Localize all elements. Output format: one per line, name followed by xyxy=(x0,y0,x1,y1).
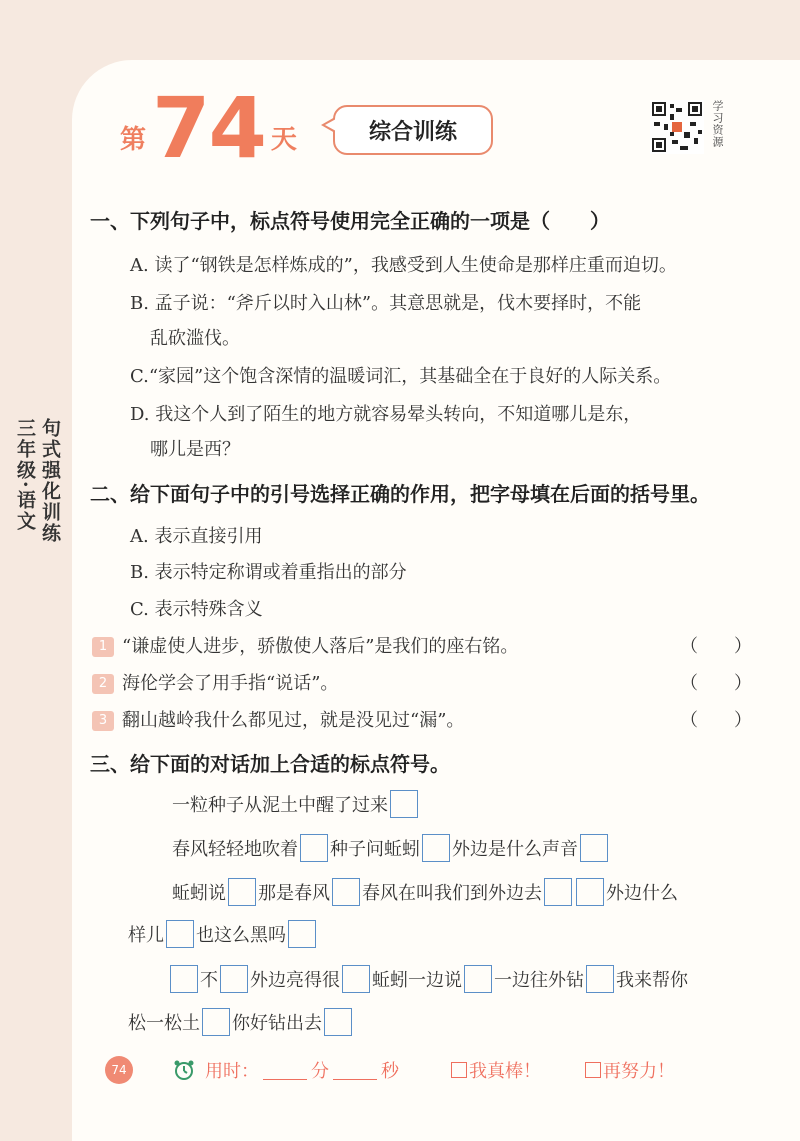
q1-option-b-line2: 乱砍滥伐。 xyxy=(150,328,240,349)
question-2-heading: 二、给下面句子中的引号选择正确的作用，把字母填在后面的括号里。 xyxy=(90,482,710,506)
punctuation-box[interactable] xyxy=(202,1008,230,1036)
day-number: 74 xyxy=(152,79,265,177)
answer-paren[interactable]: （ ） xyxy=(680,636,752,657)
seconds-unit: 秒 xyxy=(381,1061,399,1082)
item-number-badge: 1 xyxy=(92,637,114,657)
punctuation-box[interactable] xyxy=(342,965,370,993)
item-number-badge: 3 xyxy=(92,711,114,731)
dialogue-text: 外边是什么声音 xyxy=(452,839,578,860)
dialogue-line-3 xyxy=(172,878,678,906)
side-label-grade: 三年级·语文 xyxy=(14,418,36,532)
punctuation-box[interactable] xyxy=(580,834,608,862)
lesson-title: 综合训练 xyxy=(333,105,493,155)
punctuation-box[interactable] xyxy=(576,878,604,906)
dialogue-text: 春风在叫我们到外边去 xyxy=(362,883,542,904)
dialogue-line-2 xyxy=(172,834,610,862)
side-label-subject: 句式强化训练 xyxy=(39,418,61,544)
q2-item-2 xyxy=(92,669,338,695)
dialogue-line-6 xyxy=(128,1008,354,1036)
minutes-blank[interactable] xyxy=(263,1061,307,1080)
dialogue-text: 那是春风 xyxy=(258,883,330,904)
dialogue-line-4 xyxy=(128,920,318,948)
punctuation-box[interactable] xyxy=(288,920,316,948)
qr-label: 学习资源 xyxy=(711,100,724,148)
punctuation-box[interactable] xyxy=(300,834,328,862)
punctuation-box[interactable] xyxy=(166,920,194,948)
seconds-blank[interactable] xyxy=(333,1061,377,1080)
q1-option-a: A. 读了“钢铁是怎样炼成的”，我感受到人生使命是那样庄重而迫切。 xyxy=(130,255,677,276)
dialogue-text: 一边往外钻 xyxy=(494,970,584,991)
q2-item-text: 翻山越岭我什么都见过，就是没见过“漏”。 xyxy=(122,710,465,731)
punctuation-box[interactable] xyxy=(324,1008,352,1036)
dialogue-text: 样儿 xyxy=(128,925,164,946)
q2-item-text: “谦虚使人进步，骄傲使人落后”是我们的座右铭。 xyxy=(122,636,519,657)
punctuation-box[interactable] xyxy=(220,965,248,993)
alarm-clock-icon xyxy=(173,1059,195,1081)
dialogue-text: 也这么黑吗 xyxy=(196,925,286,946)
try-checkbox[interactable] xyxy=(585,1062,601,1078)
qr-code-icon[interactable] xyxy=(650,100,704,154)
q1-option-c: C.“家园”这个饱含深情的温暖词汇，其基础全在于良好的人际关系。 xyxy=(130,366,672,387)
good-label: 我真棒！ xyxy=(469,1061,541,1082)
good-checkbox[interactable] xyxy=(451,1062,467,1078)
dialogue-text: 种子问蚯蚓 xyxy=(330,839,420,860)
q2-option-b: B. 表示特定称谓或着重指出的部分 xyxy=(130,562,407,583)
punctuation-box[interactable] xyxy=(464,965,492,993)
dialogue-text: 我来帮你 xyxy=(616,970,688,991)
q2-item-1 xyxy=(92,632,518,658)
day-suffix: 天 xyxy=(270,125,297,155)
dialogue-text: 外边亮得很 xyxy=(250,970,340,991)
dialogue-text: 一粒种子从泥土中醒了过来 xyxy=(172,795,388,816)
punctuation-box[interactable] xyxy=(332,878,360,906)
try-label: 再努力！ xyxy=(603,1061,675,1082)
punctuation-box[interactable] xyxy=(422,834,450,862)
punctuation-box[interactable] xyxy=(586,965,614,993)
item-number-badge: 2 xyxy=(92,674,114,694)
dialogue-text: 春风轻轻地吹着 xyxy=(172,839,298,860)
q2-item-3 xyxy=(92,706,464,732)
punctuation-box[interactable] xyxy=(170,965,198,993)
question-3-heading: 三、给下面的对话加上合适的标点符号。 xyxy=(90,752,450,776)
q1-option-d-line1: D. 我这个人到了陌生的地方就容易晕头转向，不知道哪儿是东， xyxy=(130,404,642,425)
day-prefix: 第 xyxy=(120,125,147,155)
dialogue-text: 外边什么 xyxy=(606,883,678,904)
side-label xyxy=(14,418,62,544)
minutes-unit: 分 xyxy=(311,1061,329,1082)
page-number: 74 xyxy=(105,1056,133,1084)
dialogue-text: 不 xyxy=(200,970,218,991)
dialogue-text: 你好钻出去 xyxy=(232,1013,322,1034)
answer-paren[interactable]: （ ） xyxy=(680,673,752,694)
q2-option-c: C. 表示特殊含义 xyxy=(130,599,263,620)
answer-paren[interactable]: （ ） xyxy=(680,710,752,731)
time-label: 用时： xyxy=(205,1061,259,1082)
dialogue-line-1 xyxy=(172,790,420,818)
dialogue-text: 蚯蚓说 xyxy=(172,883,226,904)
q2-option-a: A. 表示直接引用 xyxy=(130,526,263,547)
dialogue-line-5 xyxy=(168,965,688,993)
punctuation-box[interactable] xyxy=(544,878,572,906)
dialogue-text: 蚯蚓一边说 xyxy=(372,970,462,991)
day-header xyxy=(120,79,297,177)
dialogue-text: 松一松土 xyxy=(128,1013,200,1034)
q2-item-text: 海伦学会了用手指“说话”。 xyxy=(122,673,339,694)
punctuation-box[interactable] xyxy=(228,878,256,906)
q1-option-b-line1: B. 孟子说：“斧斤以时入山林”。其意思就是，伐木要择时，不能 xyxy=(130,293,642,314)
q1-option-d-line2: 哪儿是西？ xyxy=(150,439,240,460)
footer xyxy=(105,1056,675,1084)
punctuation-box[interactable] xyxy=(390,790,418,818)
question-1-heading: 一、下列句子中，标点符号使用完全正确的一项是（ ） xyxy=(90,209,610,233)
